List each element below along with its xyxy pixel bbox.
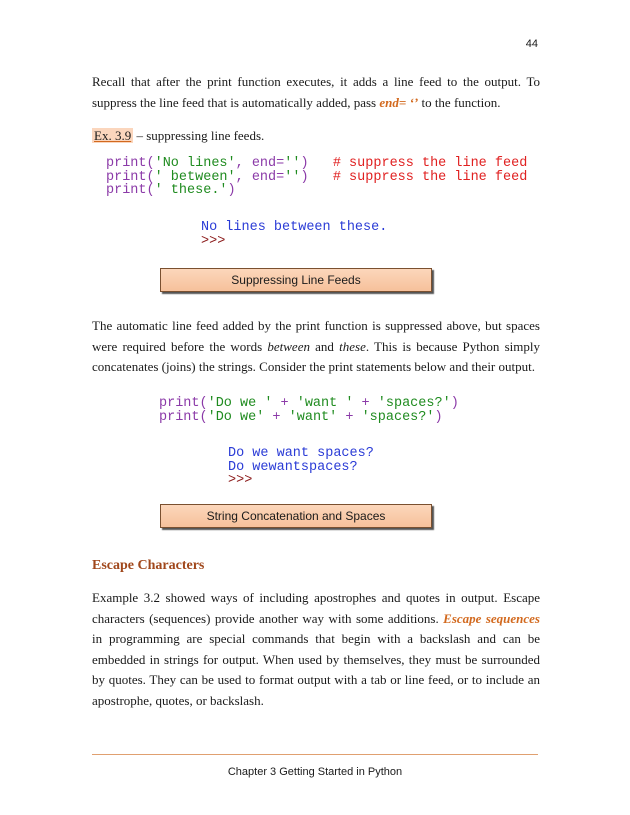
intro-text-a: Recall that after the print function executes, it adds a line feed to the output. To suppress the line feed that is automatically added, pass xyxy=(92,74,540,110)
code-line: print('Do we' + 'want' + 'spaces?') xyxy=(159,409,443,425)
concat-paragraph: The automatic line feed added by the print function is suppressed above, but spaces were required before the words between and these. This is because Python simply concatenates (joins) the strings. Consider the print statements below and their output. xyxy=(92,318,540,374)
footer-divider xyxy=(92,754,538,755)
code-line: print(' these.') xyxy=(106,183,236,198)
figure-caption-1: Suppressing Line Feeds xyxy=(160,268,432,292)
python-prompt: >>> xyxy=(201,233,226,249)
python-prompt: >>> xyxy=(228,473,253,488)
intro-emphasis: end= ‘’ xyxy=(379,94,419,110)
escape-paragraph: Example 3.2 showed ways of including apostrophes and quotes in output. Escape characters (sequences) provide another way with some additions. Escape sequences in programming are special commands that begin with a backslash and can be embedded in strings for output. When used by themselves, they must be surrounded by quotes. They can be used to format output with a tab or line feed, or to include an apostrophe, quotes, or backslash. xyxy=(92,590,540,708)
page-number: 44 xyxy=(525,38,538,50)
output-line: Do wewantspaces? xyxy=(228,459,358,475)
output-block-1 xyxy=(201,221,387,248)
intro-paragraph xyxy=(92,72,540,113)
section-heading: Escape Characters xyxy=(92,558,205,573)
code-comment: # suppress the line feed xyxy=(332,156,528,171)
code-line: print('No lines', end='') # suppress the line feed xyxy=(106,156,528,171)
example-heading xyxy=(92,126,540,147)
code-comment: # suppress the line feed xyxy=(332,169,528,185)
output-line: Do we want spaces? xyxy=(228,446,374,461)
figure-caption-2: String Concatenation and Spaces xyxy=(160,504,432,528)
code-block-2 xyxy=(159,397,459,424)
italic-these: these xyxy=(339,338,366,354)
output-line: No lines between these. xyxy=(201,220,388,235)
example-label: Ex. 3.9 xyxy=(94,128,132,143)
output-block-2 xyxy=(228,447,374,488)
code-block-1 xyxy=(106,157,527,198)
escape-emphasis: Escape sequences xyxy=(443,610,540,626)
intro-text-b: to the function. xyxy=(418,94,501,110)
page-footer: Chapter 3 Getting Started in Python xyxy=(227,766,403,778)
example-title: – suppressing line feeds. xyxy=(133,128,265,143)
code-line: print(' between', end='') # suppress the line feed xyxy=(106,169,528,185)
italic-between: between xyxy=(267,338,310,354)
code-line: print('Do we ' + 'want ' + 'spaces?') xyxy=(159,396,459,411)
